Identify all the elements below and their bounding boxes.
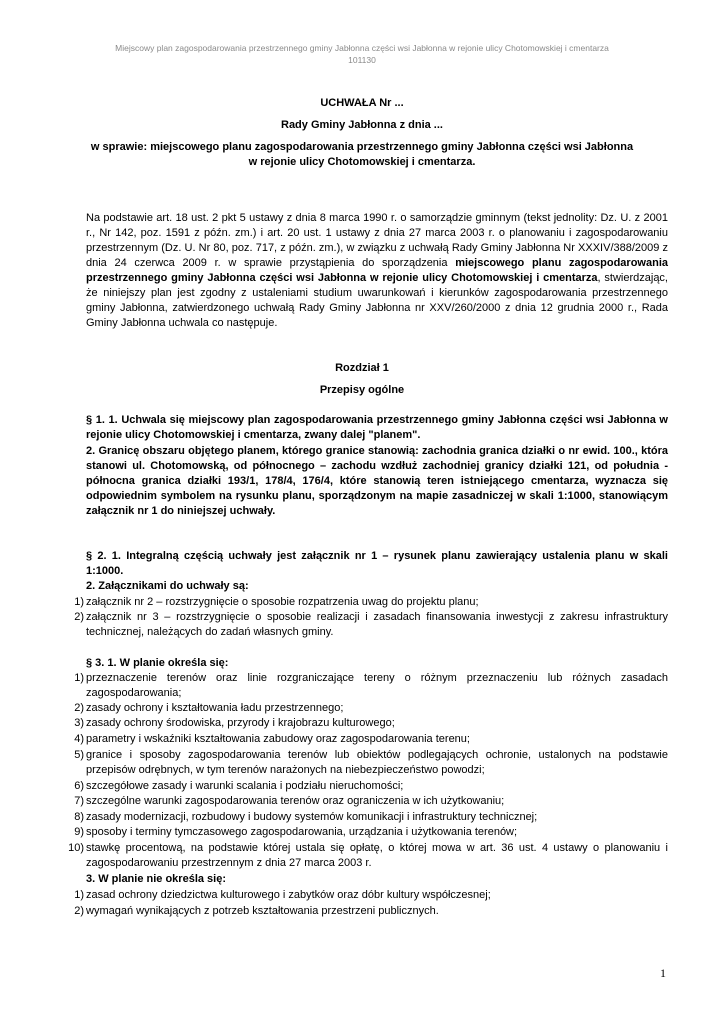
- list-item: 7) szczególne warunki zagospodarowania terenów oraz ograniczenia w ich użytkowaniu;: [74, 795, 505, 807]
- list-item: 3) zasady ochrony środowiska, przyrody i krajobrazu kulturowego;: [74, 717, 395, 729]
- list-item: 1) przeznaczenie terenów oraz linie rozgraniczające tereny o różnym przeznaczeniu lub różnych zasadach zagospodarowania;: [74, 672, 668, 699]
- list-item: 8) zasady modernizacji, rozbudowy i budowy systemów komunikacji i infrastruktury technicznej;: [74, 811, 538, 823]
- list-item: 10) stawkę procentową, na podstawie której ustala się opłatę, o której mowa w art. 36 ust. 4 ustawy o planowaniu i zagospodarowaniu przestrzennym z dnia 27 marca 2003 r.: [68, 842, 668, 869]
- page-number: 1: [660, 966, 666, 980]
- chapter-subtitle: Przepisy ogólne: [319, 384, 405, 396]
- council-date: Rady Gminy Jabłonna z dnia ...: [281, 119, 443, 131]
- section-1-para-2: 2. Granicę obszaru objętego planem, którego granice stanowią: zachodnia granica działki o nr ewid. 100., która stanowi ul. Chotomowską, od północnego – zachodu wzdłuż zachodniej granicy działki 121, od południa - północna granica działki 193/1, 178/4, 176/4, które stanowią teren istniejącego cmentarza, wyznacza się odpowiednim symbolem na rysunku planu, sporządzonym na mapie zasadniczej w skali 1:1000, stanowiącym załącznik nr 1 do niniejszej uchwały.: [86, 445, 668, 517]
- list-item: 5) granice i sposoby zagospodarowania terenów lub obiektów podlegających ochronie, ustalonych na podstawie przepisów odrębnych, w tym terenów narażonych na niebezpieczeństwo powodzi;: [74, 749, 668, 776]
- preamble-text-end: , stwierdzając, że niniejszy plan jest zgodny z ustaleniami studium uwarunkowań i kierunków zagospodarowania przestrzennego gminy Jabłonna, zatwierdzonego uchwałą Rady Gminy Jabłonna nr XXV/260/2000 z dnia 12 grudnia 2000 r., Rada Gminy Jabłonna uchwala co następuje.: [86, 272, 668, 329]
- list-item: 2) zasady ochrony i kształtowania ładu przestrzennego;: [74, 702, 344, 714]
- resolution-number: UCHWAŁA Nr ...: [320, 97, 404, 109]
- list-item: 9) sposoby i terminy tymczasowego zagospodarowania, urządzania i użytkowania terenów;: [74, 826, 518, 838]
- running-header-code: 101130: [348, 55, 376, 65]
- running-header-title: Miejscowy plan zagospodarowania przestrzennego gminy Jabłonna części wsi Jabłonna w rejonie ulicy Chotomowskiej i cmentarza: [115, 43, 609, 53]
- list-item: 1) załącznik nr 2 – rozstrzygnięcie o sposobie rozpatrzenia uwag do projektu planu;: [74, 596, 479, 608]
- list-item: 6) szczegółowe zasady i warunki scalania i podziału nieruchomości;: [74, 780, 404, 792]
- list-item: 1) zasad ochrony dziedzictwa kulturowego i zabytków oraz dóbr kultury współczesnej;: [74, 889, 491, 901]
- section-2-para-2: 2. Załącznikami do uchwały są:: [86, 580, 249, 592]
- list-item: 4) parametry i wskaźniki kształtowania zabudowy oraz zagospodarowania terenu;: [74, 733, 470, 745]
- list-item: 2) załącznik nr 3 – rozstrzygnięcie o sposobie realizacji i zasadach finansowania inwestycji z zakresu infrastruktury technicznej, należących do zadań własnych gminy.: [74, 611, 668, 638]
- running-header: [60, 42, 664, 66]
- subject-line-1: w sprawie: miejscowego planu zagospodarowania przestrzennego gminy Jabłonna części wsi Jabłonna: [90, 141, 634, 153]
- section-2-para-1: § 2. 1. Integralną częścią uchwały jest załącznik nr 1 – rysunek planu zawierający ustalenia planu w skali 1:1000.: [86, 550, 668, 577]
- section-1-para-1: § 1. 1. Uchwala się miejscowy plan zagospodarowania przestrzennego gminy Jabłonna części wsi Jabłonna w rejonie ulicy Chotomowskiej i cmentarza, zwany dalej "planem".: [86, 414, 668, 441]
- preamble-plan-name: miejscowego planu zagospodarowania przestrzennego gminy Jabłonna części wsi Jabłonna w rejonie ulicy Chotomowskiej i cmentarza: [86, 257, 668, 284]
- subject-line-2: w rejonie ulicy Chotomowskiej i cmentarza.: [248, 156, 476, 168]
- preamble-text-start: Na podstawie art. 18 ust. 2 pkt 5 ustawy z dnia 8 marca 1990 r. o samorządzie gminnym (tekst jednolity: Dz. U. z 2001 r., Nr 142, poz. 1591 z późn. zm.) i art. 20 ust. 1 ustawy z dnia 27 marca 2003 r. o planowaniu i zagospodarowaniu przestrzennym (Dz. U. Nr 80, poz. 717, z późn. zm.), w związku z uchwałą Rady Gminy Jabłonna Nr XXXIV/388/2009 z dnia 24 czerwca 2009 r. w sprawie przystąpienia do sporządzenia: [86, 212, 668, 269]
- preamble: [86, 211, 668, 331]
- section-3-para-1: § 3. 1. W planie określa się:: [86, 657, 229, 669]
- section-3-para-3: 3. W planie nie określa się:: [86, 873, 226, 885]
- chapter-title: Rozdział 1: [335, 362, 389, 374]
- list-item: 2) wymagań wynikających z potrzeb kształtowania przestrzeni publicznych.: [74, 905, 439, 917]
